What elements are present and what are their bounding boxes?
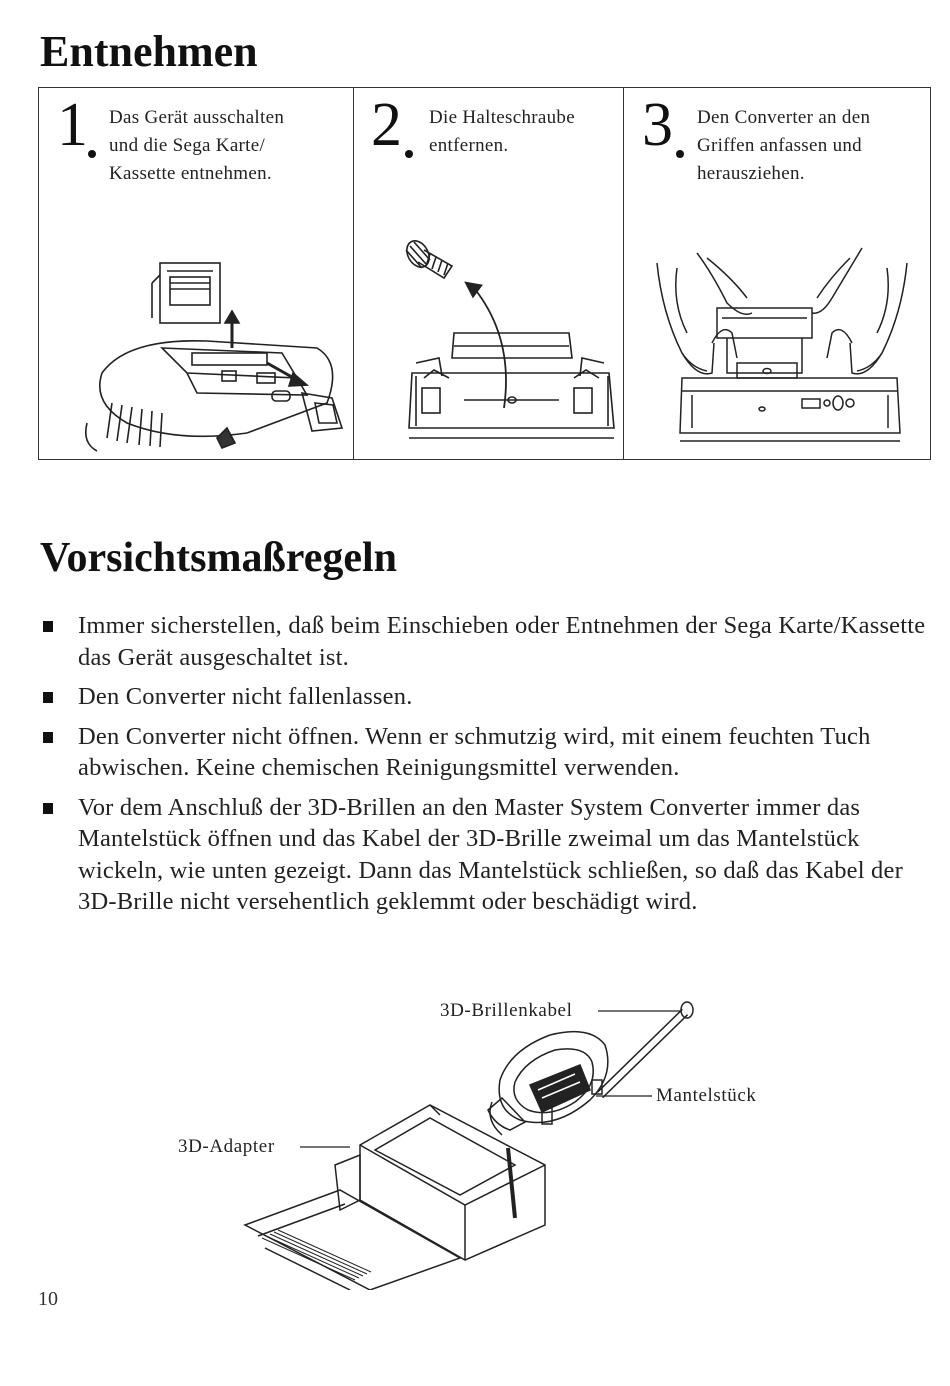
list-item	[40, 681, 930, 713]
bullet-square-icon	[43, 732, 53, 743]
list-item-text: Immer sicherstellen, daß beim Einschieben oder Entnehmen der Sega Karte/Kassette das Gerät ausgeschaltet ist.	[78, 612, 926, 671]
list-item	[40, 792, 930, 918]
step-1-text: Das Gerät ausschalten und die Sega Karte/ Kassette entnehmen.	[109, 107, 285, 184]
console-cartridge-illustration	[67, 253, 347, 453]
page-number: 10	[38, 1288, 58, 1310]
callout-sleeve-label: Mantelstück	[656, 1085, 757, 1106]
step-1-dot	[88, 150, 96, 158]
step-3-dot	[676, 150, 684, 158]
step-1-number: 1	[57, 91, 88, 159]
list-item-text: Den Converter nicht fallenlassen.	[78, 683, 413, 710]
step-3-text: Den Converter an den Griffen anfassen und herausziehen.	[697, 107, 871, 184]
bullet-square-icon	[43, 621, 53, 632]
holding-screw-illustration	[394, 228, 624, 448]
section-title-vorsichtsmassregeln: Vorsichtsmaßregeln	[40, 535, 397, 581]
callout-cable-label: 3D-Brillenkabel	[440, 1000, 573, 1021]
step-2	[353, 88, 623, 459]
hands-pulling-converter-illustration	[652, 223, 922, 453]
step-3-number: 3	[642, 91, 673, 159]
section-title-entnehmen: Entnehmen	[40, 27, 258, 76]
removal-steps-panel	[38, 87, 931, 460]
step-3	[623, 88, 930, 459]
list-item-text: Vor dem Anschluß der 3D-Brillen an den Master System Converter immer das Mantelstück öffnen und das Kabel der 3D-Brille zweimal um das Mantelstück wickeln, wie unten gezeigt. Dann das Mantelstück schließen, so daß das Kabel der 3D-Brille nicht versehentlich geklemmt oder beschädigt wird.	[78, 793, 903, 915]
step-1	[39, 88, 353, 459]
step-2-dot	[405, 150, 413, 158]
list-item	[40, 610, 930, 673]
list-item-text: Den Converter nicht öffnen. Wenn er schmutzig wird, mit einem feuchten Tuch abwischen. Keine chemischen Reinigungsmittel verwenden.	[78, 722, 871, 781]
callout-adapter-label: 3D-Adapter	[178, 1136, 275, 1157]
bullet-square-icon	[43, 692, 53, 703]
precautions-list	[40, 610, 930, 926]
list-item	[40, 721, 930, 784]
step-2-text: Die Halteschraube entfernen.	[429, 107, 575, 156]
step-2-number: 2	[371, 91, 402, 159]
bullet-square-icon	[43, 803, 53, 814]
